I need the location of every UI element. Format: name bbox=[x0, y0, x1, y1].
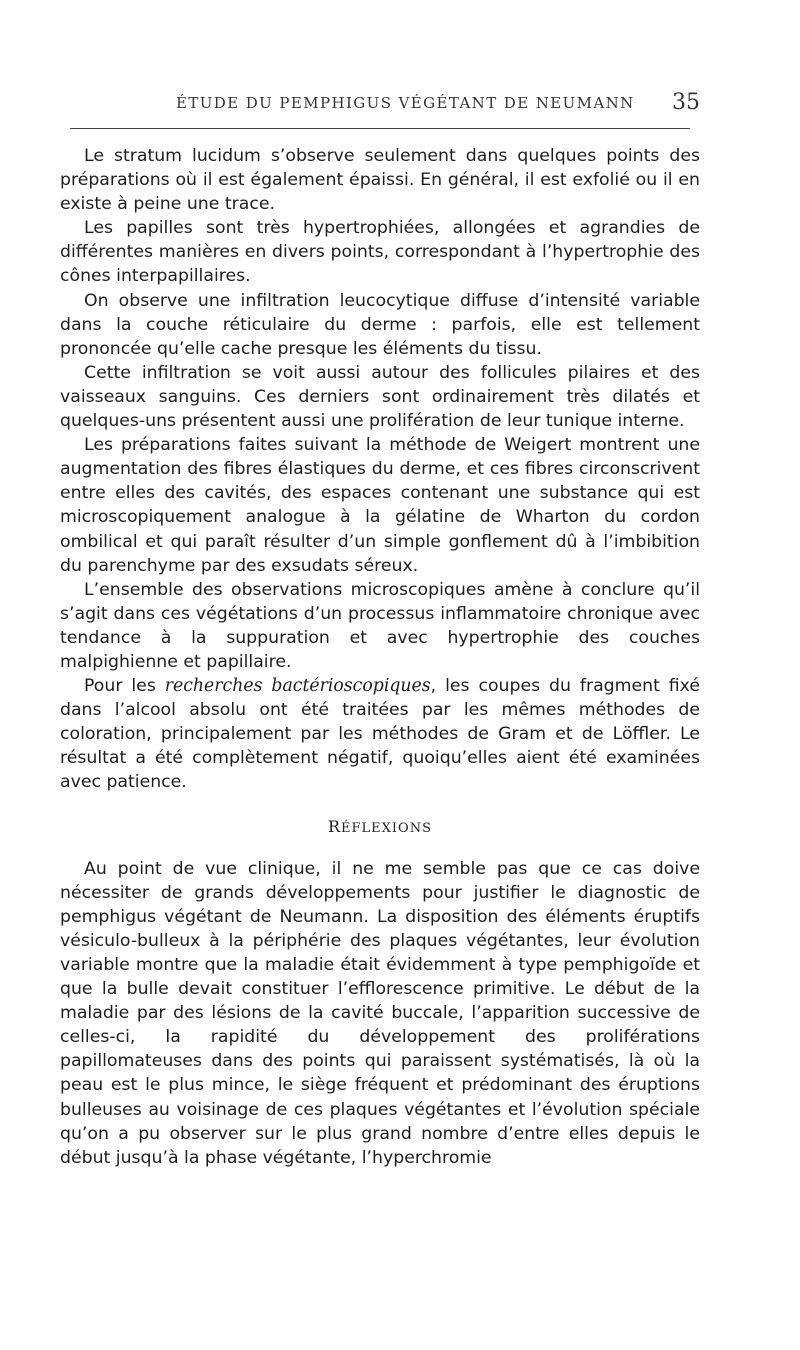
section-heading-reflexions bbox=[60, 815, 700, 841]
heading-initial: R bbox=[327, 816, 342, 836]
paragraph-stratum-lucidum: Le stratum lucidum s’observe seulement dans quelques points des préparations où il est également épaissi. En général, il est exfolié ou il en existe à peine une trace. bbox=[60, 146, 700, 215]
paragraph-follicules: Cette infiltration se voit aussi autour des follicules pilaires et des vaisseaux sanguins. Ces derniers sont ordinairement très dilatés et quelques-uns présentent aussi une prolifération de leur tunique interne. bbox=[60, 362, 700, 432]
paragraph-reflexions: Au point de vue clinique, il ne me semble pas que ce cas doive nécessiter de grands développements pour justifier le diagnostic de pemphigus végétant de Neumann. La disposition des éléments éruptifs vésiculo-bulleux à la périphérie des plaques végétantes, leur évolution variable montre que la maladie était évidemment à type pemphigoïde et que la bulle devait constituer l’efflorescence primitive. Le début de la maladie par des lésions de la cavité buccale, l’apparition successive de celles-ci, la rapidité du développement des proliférations papillomateuses dans des points qui paraissent systématisés, là où la peau est le plus mince, le siège fréquent et prédominant des éruptions bulleuses au voisinage de ces plaques végétantes et l’évolution spéciale qu’on a pu observer sur le plus grand nombre d’entre elles depuis le début jusqu’à la phase végétante, l’hyperchromie bbox=[60, 858, 700, 1168]
page-body bbox=[60, 144, 700, 1170]
running-title: ÉTUDE DU PEMPHIGUS VÉGÉTANT DE NEUMANN bbox=[176, 94, 635, 112]
bacterio-before: Pour les bbox=[84, 676, 165, 697]
paragraph-infiltration: On observe une infiltration leucocytique diffuse d’intensité variable dans la couche réticulaire du derme : parfois, elle est tellement prononcée qu’elle cache presque les éléments du tissu. bbox=[60, 290, 700, 359]
paragraph-weigert: Les préparations faites suivant la méthode de Weigert montrent une augmentation des fibres élastiques du derme, et ces fibres circonscrivent entre elles des cavités, des espaces contenant une substance qui est microscopiquement analogue à la gélatine de Wharton du cordon ombilical et qui paraît résulter d’un simple gonflement dû à l’imbibition du parenchyme par des exsudats séreux. bbox=[60, 435, 700, 576]
paragraph-ensemble: L’ensemble des observations microscopiques amène à conclure qu’il s’agit dans ces végétations d’un processus inflammatoire chronique avec tendance à la suppuration et avec hypertrophie des couches malpighienne et papillaire. bbox=[60, 579, 700, 672]
page-number: 35 bbox=[672, 90, 700, 115]
paragraph-bacterio bbox=[60, 674, 700, 794]
running-header bbox=[60, 90, 700, 118]
header-rule bbox=[70, 128, 690, 129]
bacterio-emphasis: recherches bactérioscopiques bbox=[164, 676, 431, 697]
paragraph-papilles: Les papilles sont très hypertrophiées, allongées et agrandies de différentes manières en divers points, correspondant à l’hypertrophie des cônes interpapillaires. bbox=[60, 218, 700, 287]
bacterio-after: , les coupes du fragment fixé dans l’alcool absolu ont été traitées par les mêmes méthodes de coloration, principalement par les méthodes de Gram et de Löffler. Le résultat a été complètement négatif, quoiqu’elles aient été examinées avec patience. bbox=[60, 676, 701, 793]
heading-rest: ÉFLEXIONS bbox=[341, 820, 432, 836]
